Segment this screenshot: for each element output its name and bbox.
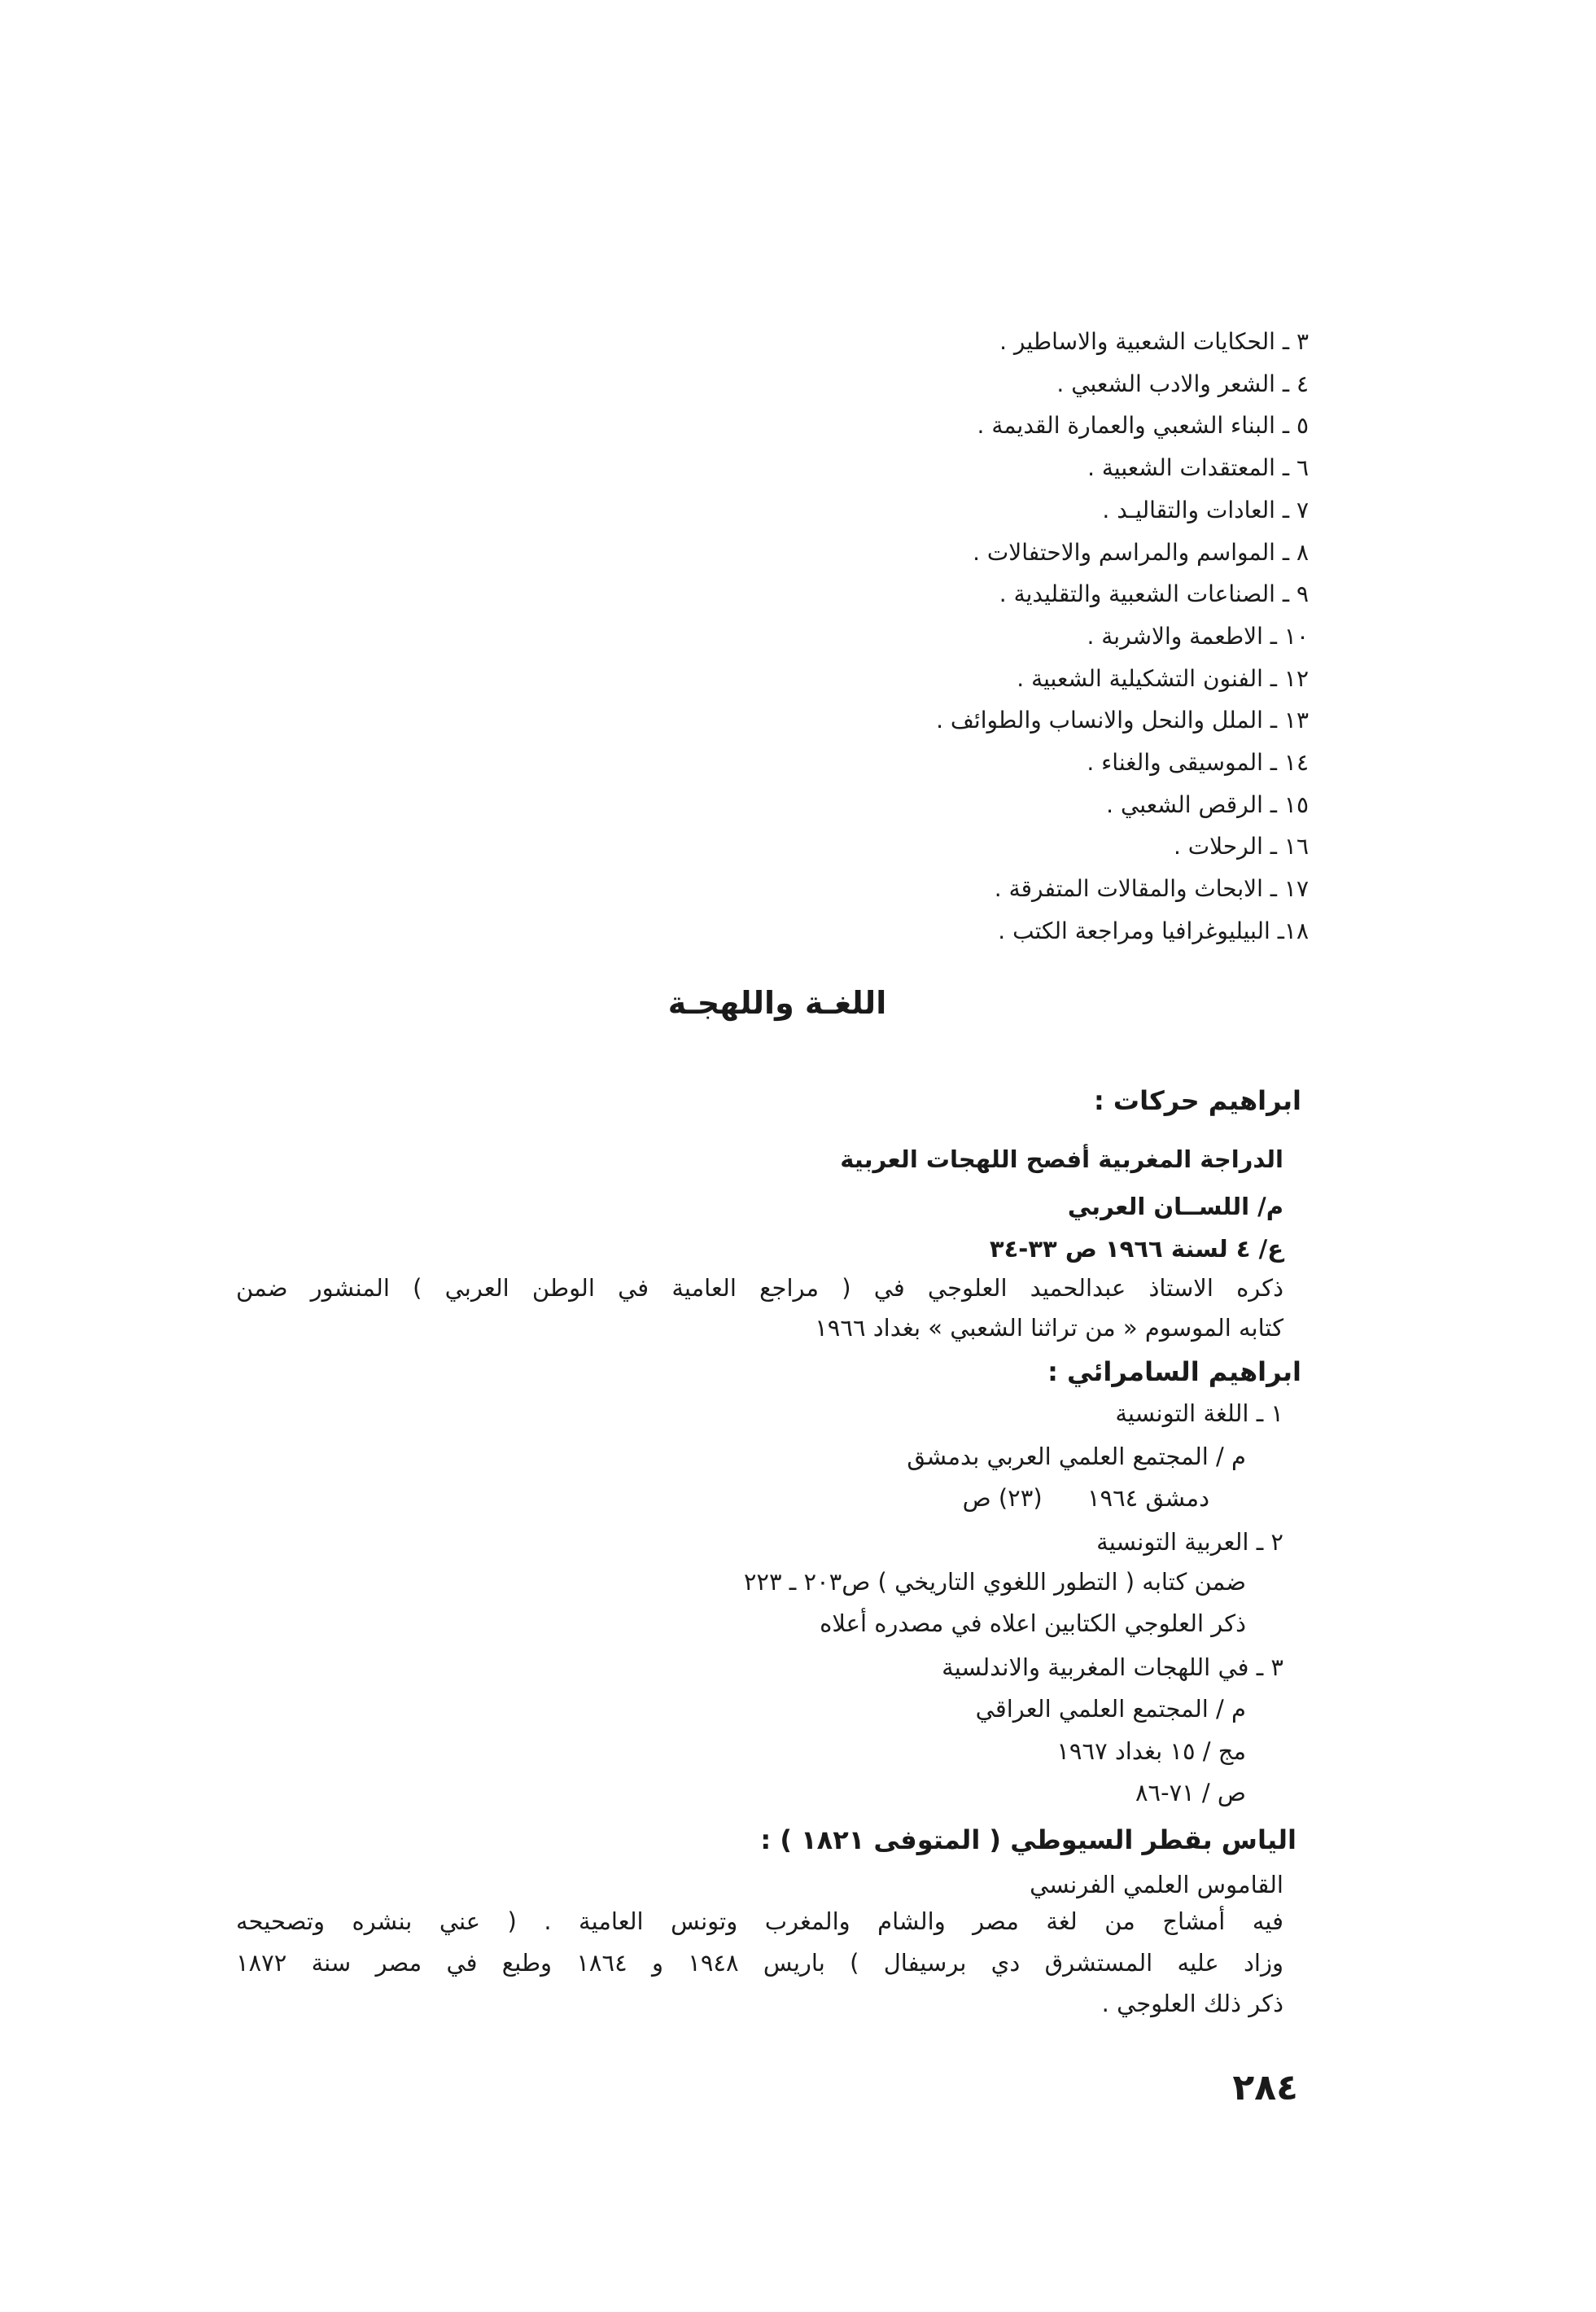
entry-journal: م/ اللســان العربي: [1067, 1193, 1283, 1220]
entry-pages: ص / ٧١-٨٦: [1135, 1779, 1246, 1806]
entry-note: وزاد عليه المستشرق دي برسيفال ) باريس ١٩٤٨ و ١٨٦٤ وطبع في مصر سنة ١٨٧٢: [236, 1949, 1283, 1977]
topic-list-item: ١٤ ـ الموسيقى والغناء .: [1087, 749, 1309, 776]
entry-note: فيه أمشاج من لغة مصر والشام والمغرب وتونس العامية . ( عني بنشره وتصحيحه: [236, 1907, 1283, 1935]
topic-list-item: ١٦ ـ الرحلات .: [1173, 833, 1309, 860]
author-heading: الياس بقطر السيوطي ( المتوفى ١٨٢١ ) :: [760, 1824, 1296, 1855]
topic-list-item: ٨ ـ المواسم والمراسم والاحتفالات .: [973, 538, 1309, 566]
entry-note: ذكر العلوجي الكتابين اعلاه في مصدره أعلاه: [820, 1609, 1246, 1637]
entry-title: القاموس العلمي الفرنسي: [1030, 1871, 1283, 1898]
topic-list-item: ٧ ـ العادات والتقاليـد .: [1102, 496, 1309, 523]
topic-list-item: ١٣ ـ الملل والنحل والانساب والطوائف .: [936, 707, 1309, 734]
entry-journal: م / المجتمع العلمي العراقي: [975, 1695, 1246, 1723]
entry-place: دمشق ١٩٦٤ (٢٣) ص: [962, 1484, 1209, 1512]
entry-title: ٣ ـ في اللهجات المغربية والاندلسية: [942, 1653, 1283, 1681]
entry-note: ضمن كتابه ( التطور اللغوي التاريخي ) ص٢٠٣ ـ ٢٢٣: [743, 1568, 1246, 1596]
entry-note: كتابه الموسوم « من تراثنا الشعبي » بغداد ١٩٦٦: [815, 1314, 1283, 1342]
topic-list-item: ١٨ـ البيليوغرافيا ومراجعة الكتب .: [998, 917, 1309, 944]
topic-list-item: ١٠ ـ الاطعمة والاشربة .: [1087, 622, 1309, 650]
entry-title: الدراجة المغربية أفصح اللهجات العربية: [840, 1145, 1283, 1173]
topic-list-item: ١٧ ـ الابحاث والمقالات المتفرقة .: [994, 875, 1309, 903]
page-number: ٢٨٤: [1232, 2067, 1298, 2108]
author-heading: ابراهيم السامرائي :: [1047, 1356, 1301, 1387]
entry-issue: ع/ ٤ لسنة ١٩٦٦ ص ٣٣-٣٤: [989, 1235, 1283, 1263]
entry-note: ذكره الاستاذ عبدالحميد العلوجي في ( مراجع العامية في الوطن العربي ) المنشور ضمن: [236, 1274, 1283, 1302]
entry-volume: مج / ١٥ بغداد ١٩٦٧: [1056, 1737, 1246, 1765]
topic-list-item: ٤ ـ الشعر والادب الشعبي .: [1056, 370, 1309, 397]
topic-list-item: ٩ ـ الصناعات الشعبية والتقليدية .: [999, 580, 1309, 608]
entry-note: ذكر ذلك العلوجي .: [1101, 1990, 1283, 2017]
topic-list-item: ٣ ـ الحكايات الشعبية والاساطير .: [999, 328, 1309, 355]
topic-list-item: ١٢ ـ الفنون التشكيلية الشعبية .: [1017, 664, 1309, 692]
entry-title: ٢ ـ العربية التونسية: [1096, 1528, 1283, 1556]
entry-title: ١ ـ اللغة التونسية: [1115, 1399, 1283, 1427]
topic-list-item: ٦ ـ المعتقدات الشعبية .: [1087, 454, 1309, 482]
section-title: اللغـة واللهجـة: [667, 985, 887, 1021]
entry-journal: م / المجتمع العلمي العربي بدمشق: [907, 1443, 1246, 1470]
topic-list-item: ٥ ـ البناء الشعبي والعمارة القديمة .: [977, 412, 1309, 440]
author-heading: ابراهيم حركات :: [1093, 1085, 1301, 1116]
topic-list-item: ١٥ ـ الرقص الشعبي .: [1106, 790, 1309, 818]
